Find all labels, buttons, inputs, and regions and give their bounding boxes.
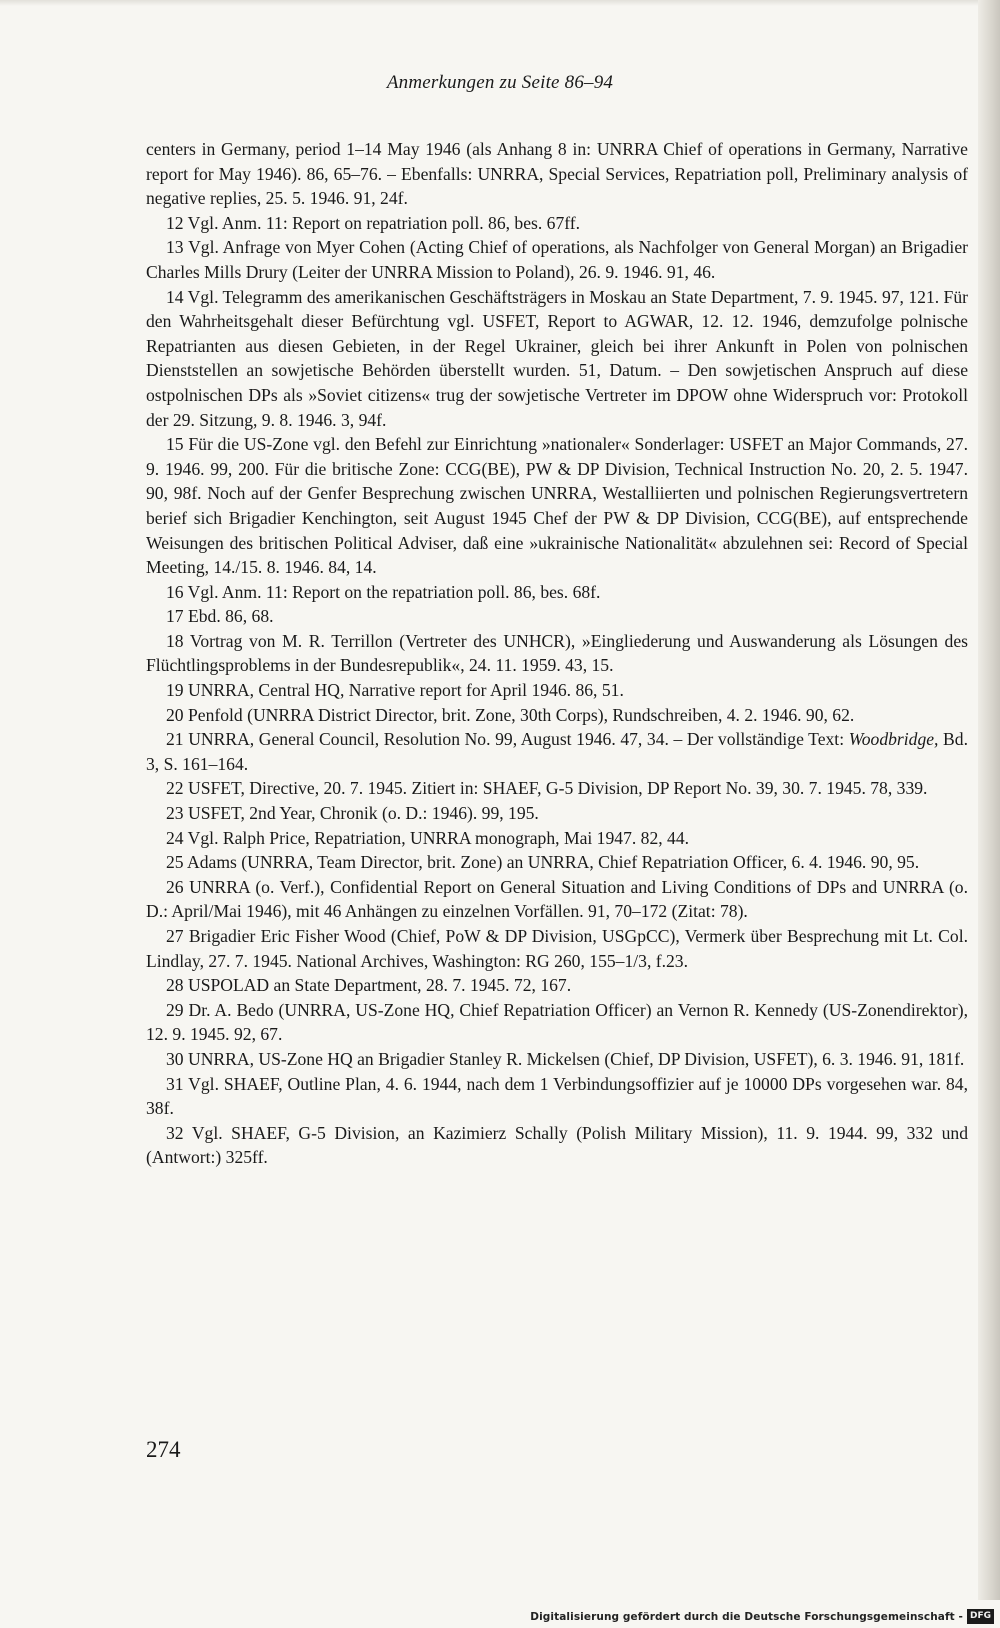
endnote-15: 15 Für die US-Zone vgl. den Befehl zur Einrichtung »nationaler« Sonderlager: USFET an Major Commands, 27. 9. 1946. 99, 200. Für die britische Zone: CCG(BE), PW & DP Division, Technical Instruction No. 20, 2. 5. 1947. 90, 98f. Noch auf der Genfer Besprechung zwischen UNRRA, Westalliierten und polnischen Regierungsvertretern berief sich Brigadier Kenchington, seit August 1945 Chef der PW & DP Division, CCG(BE), auf entsprechende Weisungen des britischen Political Adviser, daß eine »ukrainische Nationalität« abzulehnen sei: Record of Special Meeting, 14./15. 8. 1946. 84, 14. bbox=[146, 434, 968, 578]
endnote-13: 13 Vgl. Anfrage von Myer Cohen (Acting Chief of operations, als Nachfolger von General Morgan) an Brigadier Charles Mills Drury (Leiter der UNRRA Mission to Poland), 26. 9. 1946. 91, 46. bbox=[146, 237, 968, 282]
endnote-18: 18 Vortrag von M. R. Terrillon (Vertreter des UNHCR), »Eingliederung und Auswanderung als Lösungen des Flüchtlingsproblems in der Bundesrepublik«, 24. 11. 1959. 43, 15. bbox=[146, 630, 968, 676]
endnotes-list bbox=[146, 137, 968, 1170]
scan-shadow bbox=[0, 0, 1000, 6]
endnote-16: 16 Vgl. Anm. 11: Report on the repatriation poll. 86, bes. 68f. bbox=[166, 581, 601, 602]
endnote-21-italic: Woodbridge, bbox=[848, 729, 939, 750]
digitization-footer bbox=[530, 1609, 994, 1624]
running-head: Anmerkungen zu Seite 86–94 bbox=[386, 72, 614, 93]
dfg-logo: DFG bbox=[967, 1609, 994, 1624]
endnote-31: 31 Vgl. SHAEF, Outline Plan, 4. 6. 1944, nach dem 1 Verbindungsoffizier auf je 10000 DPs vorgesehen war. 84, 38f. bbox=[146, 1073, 968, 1119]
endnote-27: 27 Brigadier Eric Fisher Wood (Chief, PoW & DP Division, USGpCC), Vermerk über Besprechung mit Lt. Col. Lindlay, 27. 7. 1945. National Archives, Washington: RG 260, 155–1/3, f.23. bbox=[146, 926, 968, 971]
page-number: 274 bbox=[146, 1437, 181, 1462]
footer-text: Digitalisierung gefördert durch die Deutsche Forschungsgemeinschaft - bbox=[530, 1610, 963, 1623]
endnote-21 bbox=[146, 727, 968, 776]
endnote-continuation: centers in Germany, period 1–14 May 1946 (als Anhang 8 in: UNRRA Chief of operations in Germany, Narrative report for May 1946). 86, 65–76. – Ebenfalls: UNRRA, Special Services, Repatriation poll, Preliminary analysis of negative replies, 25. 5. 1946. 91, 24f. bbox=[146, 139, 968, 209]
page-edge-shadow bbox=[978, 0, 1000, 1600]
endnote-29: 29 Dr. A. Bedo (UNRRA, US-Zone HQ, Chief Repatriation Officer) an Vernon R. Kennedy (US-Zonendirektor), 12. 9. 1945. 92, 67. bbox=[146, 999, 968, 1045]
endnote-21-text: 21 UNRRA, General Council, Resolution No. 99, August 1946. 47, 34. – Der vollständige Text: bbox=[166, 729, 849, 750]
endnote-30: 30 UNRRA, US-Zone HQ an Brigadier Stanley R. Mickelsen (Chief, DP Division, USFET), 6. 3. 1946. 91, 181f. bbox=[166, 1048, 965, 1069]
endnote-24: 24 Vgl. Ralph Price, Repatriation, UNRRA monograph, Mai 1947. 82, 44. bbox=[166, 827, 690, 848]
endnote-25: 25 Adams (UNRRA, Team Director, brit. Zone) an UNRRA, Chief Repatriation Officer, 6. 4. 1946. 90, 95. bbox=[166, 852, 920, 873]
endnote-20: 20 Penfold (UNRRA District Director, brit. Zone, 30th Corps), Rundschreiben, 4. 2. 1946. 90, 62. bbox=[166, 704, 855, 725]
endnote-21-after: Bd. 3, S. 161–164. bbox=[146, 729, 968, 774]
endnote-26: 26 UNRRA (o. Verf.), Confidential Report on General Situation and Living Conditions of DPs and UNRRA (o. D.: April/Mai 1946), mit 46 Anhängen zu einzelnen Vorfällen. 91, 70–172 (Zitat: 78). bbox=[146, 876, 968, 922]
endnote-12: 12 Vgl. Anm. 11: Report on repatriation poll. 86, bes. 67ff. bbox=[166, 212, 581, 233]
endnote-17: 17 Ebd. 86, 68. bbox=[166, 606, 274, 627]
endnote-22: 22 USFET, Directive, 20. 7. 1945. Zitiert in: SHAEF, G-5 Division, DP Report No. 39, 30. 7. 1945. 78, 339. bbox=[166, 778, 928, 799]
endnote-14: 14 Vgl. Telegramm des amerikanischen Geschäftsträgers in Moskau an State Department, 7. 9. 1945. 97, 121. Für den Wahrheitsgehalt dieser Befürchtung vgl. USFET, Report to AGWAR, 12. 12. 1946, demzufolge polnische Repatrianten aus diesen Gebieten, in der Regel Ukrainer, gleich bei ihrer Ankunft in Polen von polnischen Dienststellen an sowjetische Behörden überstellt wurden. 51, Datum. – Den sowjetischen Anspruch auf diese ostpolnischen DPs als »Soviet citizens« trug der sowjetische Vertreter im DPOW ohne Widerspruch vor: Protokoll der 29. Sitzung, 9. 8. 1946. 3, 94f. bbox=[146, 286, 968, 430]
endnote-23: 23 USFET, 2nd Year, Chronik (o. D.: 1946). 99, 195. bbox=[166, 803, 539, 824]
endnote-28: 28 USPOLAD an State Department, 28. 7. 1945. 72, 167. bbox=[166, 975, 572, 996]
endnote-19: 19 UNRRA, Central HQ, Narrative report for April 1946. 86, 51. bbox=[166, 680, 624, 701]
endnote-32: 32 Vgl. SHAEF, G-5 Division, an Kazimierz Schally (Polish Military Mission), 11. 9. 1944. 99, 332 und (Antwort:) 325ff. bbox=[146, 1122, 968, 1168]
